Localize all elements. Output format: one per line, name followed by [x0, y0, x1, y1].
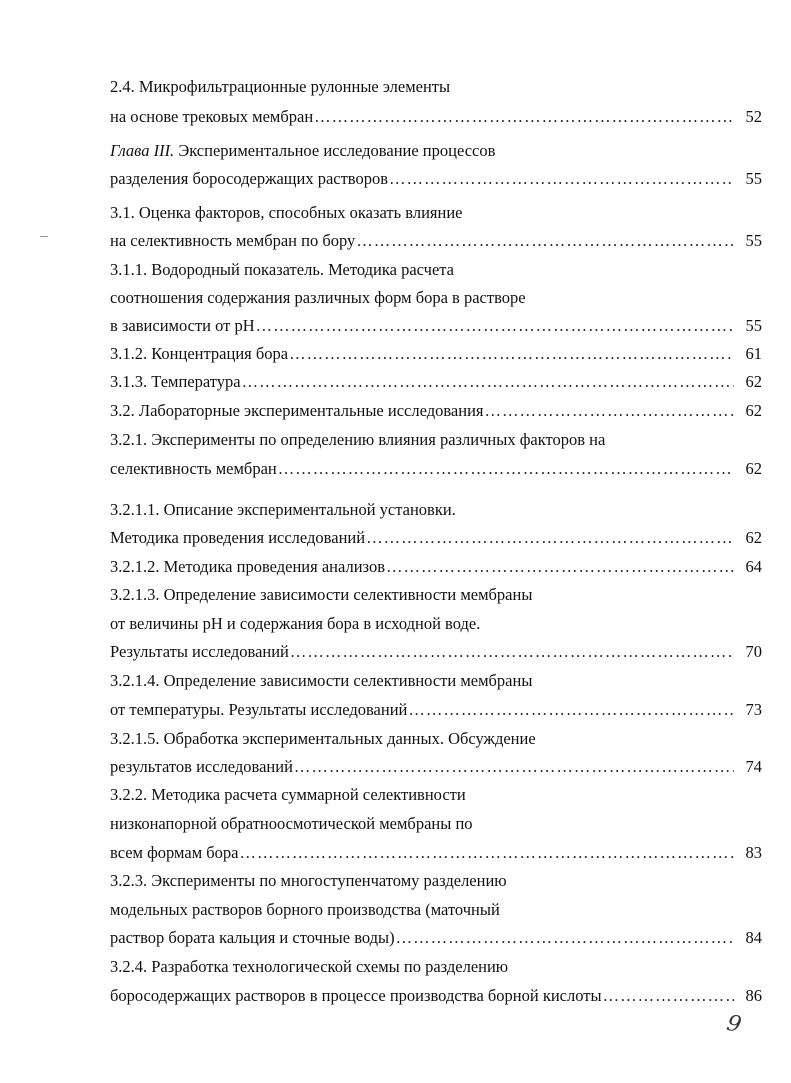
toc-entry-heading: низконапорной обратноосмотической мембраны по	[110, 814, 473, 833]
toc-entry	[110, 166, 762, 192]
toc-entry-text: на основе трековых мембран	[110, 107, 314, 126]
page-number: 9	[724, 1010, 744, 1039]
toc-entry	[110, 228, 762, 254]
dot-leader	[485, 398, 735, 424]
toc-entry	[110, 369, 762, 395]
toc-entry	[110, 456, 762, 482]
toc-entry-text: разделения боросодержащих растворов	[110, 169, 389, 188]
toc-entry-text: боросодержащих растворов в процессе производства борной кислоты	[110, 986, 602, 1005]
toc-page-number: 84	[745, 928, 762, 947]
dot-leader	[314, 104, 734, 130]
dot-leader	[289, 341, 734, 367]
chapter-heading	[110, 138, 762, 164]
toc-entry-heading: от величины pH и содержания бора в исходной воде.	[110, 614, 481, 633]
toc-entry	[110, 983, 762, 1009]
toc-entry-text: результатов исследований	[110, 757, 293, 776]
toc-entry-text: в зависимости от pH	[110, 316, 255, 335]
toc-page-number: 61	[745, 344, 762, 363]
toc-entry-heading: 3.2.1.1. Описание экспериментальной установки.	[110, 500, 456, 519]
dot-leader	[240, 840, 735, 866]
toc-entry	[110, 554, 762, 580]
toc-entry-text: 3.2.1.2. Методика проведения анализов	[110, 557, 385, 576]
chapter-title: Экспериментальное исследование процессов	[174, 141, 496, 160]
margin-speck	[40, 236, 48, 237]
toc-entry-heading: соотношения содержания различных форм бора в растворе	[110, 288, 526, 307]
toc-page-number: 73	[745, 700, 762, 719]
dot-leader	[396, 925, 734, 951]
toc-entry	[110, 104, 762, 130]
toc-entry-heading: 3.2.4. Разработка технологической схемы по разделению	[110, 957, 509, 976]
toc-page-number: 74	[745, 757, 762, 776]
toc-entry	[110, 639, 762, 665]
dot-leader	[386, 554, 734, 580]
toc-entry-text: 3.1.3. Температура	[110, 372, 241, 391]
dot-leader	[389, 166, 734, 192]
toc-entry-heading: модельных растворов борного производства (маточный	[110, 900, 500, 919]
chapter-label: Глава III.	[110, 141, 175, 160]
dot-leader	[278, 456, 734, 482]
toc-entry-heading: 3.2.3. Эксперименты по многоступенчатому разделению	[110, 871, 507, 890]
toc-entry-text: Результаты исследований	[110, 642, 289, 661]
dot-leader	[290, 639, 734, 665]
dot-leader	[356, 228, 734, 254]
toc-entry	[110, 341, 762, 367]
toc-entry-text: всем формам бора	[110, 843, 239, 862]
dot-leader	[603, 983, 734, 1009]
toc-entry	[110, 398, 762, 424]
toc-entry-text: раствор бората кальция и сточные воды)	[110, 928, 395, 947]
toc-page-number: 52	[745, 107, 762, 126]
toc-entry-text: 3.1.2. Концентрация бора	[110, 344, 289, 363]
toc-entry-text: от температуры. Результаты исследований	[110, 700, 408, 719]
toc-entry-text: на селективность мембран по бору	[110, 231, 356, 250]
toc-entry-heading: 3.2.1. Эксперименты по определению влияния различных факторов на	[110, 430, 606, 449]
toc-page-number: 86	[745, 986, 762, 1005]
toc-page-number: 62	[745, 528, 762, 547]
toc-page-number: 83	[745, 843, 762, 862]
toc-entry	[110, 697, 762, 723]
toc-entry-text: Методика проведения исследований	[110, 528, 366, 547]
toc-entry-heading: 3.2.1.3. Определение зависимости селективности мембраны	[110, 585, 533, 604]
toc-entry-heading: 3.2.2. Методика расчета суммарной селективности	[110, 785, 466, 804]
dot-leader	[256, 313, 734, 339]
toc-entry	[110, 754, 762, 780]
toc-page-number: 55	[745, 169, 762, 188]
toc-page-number: 70	[745, 642, 762, 661]
toc-entry	[110, 313, 762, 339]
toc-page-number: 55	[745, 316, 762, 335]
toc-entry-heading: 3.2.1.5. Обработка экспериментальных данных. Обсуждение	[110, 729, 536, 748]
toc-entry-text: 3.2. Лабораторные экспериментальные исследования	[110, 401, 484, 420]
toc-page-number: 62	[745, 372, 762, 391]
toc-page-number: 62	[745, 459, 762, 478]
dot-leader	[242, 369, 734, 395]
dot-leader	[408, 697, 734, 723]
toc-entry-heading: 3.1. Оценка факторов, способных оказать влияние	[110, 203, 463, 222]
toc-page-number: 62	[745, 401, 762, 420]
toc-entry	[110, 840, 762, 866]
toc-entry-heading: 3.1.1. Водородный показатель. Методика расчета	[110, 260, 455, 279]
toc-entry-heading: 2.4. Микрофильтрационные рулонные элементы	[110, 77, 451, 96]
dot-leader	[366, 525, 734, 551]
toc-entry	[110, 925, 762, 951]
toc-entry-text: селективность мембран	[110, 459, 277, 478]
toc-page-number: 55	[745, 231, 762, 250]
toc-entry	[110, 525, 762, 551]
toc-page-number: 64	[745, 557, 762, 576]
dot-leader	[294, 754, 734, 780]
toc-entry-heading: 3.2.1.4. Определение зависимости селективности мембраны	[110, 671, 533, 690]
